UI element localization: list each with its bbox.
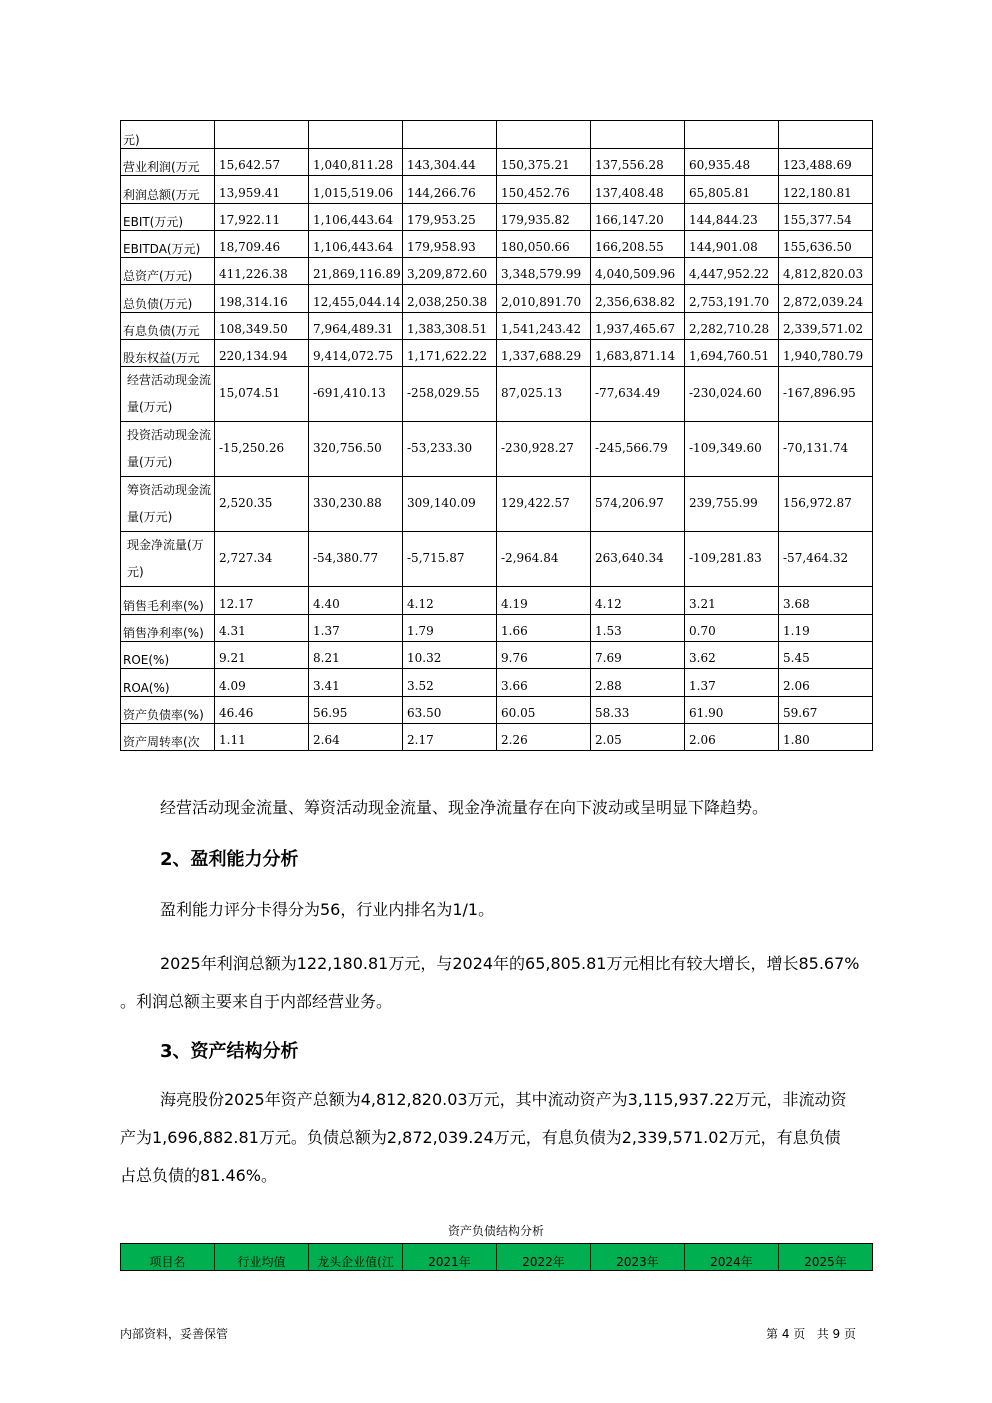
header-year-2023: 2023年: [591, 1244, 685, 1271]
table-cell: -109,349.60: [685, 422, 779, 477]
table-cell: 7,964,489.31: [309, 312, 403, 339]
table-cell: 3.21: [685, 587, 779, 614]
header-leader-value: 龙头企业值(江: [309, 1244, 403, 1271]
table-cell: 4.31: [215, 614, 309, 641]
table-cell: 2,282,710.28: [685, 312, 779, 339]
table-cell: 4.40: [309, 587, 403, 614]
table-cell: 4.12: [591, 587, 685, 614]
table-cell: 2.64: [309, 723, 403, 750]
row-label: ROE(%): [121, 641, 215, 668]
table-cell: 7.69: [591, 641, 685, 668]
table-row: [121, 149, 873, 176]
table-cell: 137,556.28: [591, 149, 685, 176]
table-cell: -77,634.49: [591, 367, 685, 422]
table-cell: -57,464.32: [779, 532, 873, 587]
table-cell: 122,180.81: [779, 176, 873, 203]
table-cell: 3.66: [497, 669, 591, 696]
table-cell: 156,972.87: [779, 477, 873, 532]
table-row: [121, 696, 873, 723]
structure-header-row: [121, 1244, 873, 1271]
table-cell: 61.90: [685, 696, 779, 723]
table-cell: 59.67: [779, 696, 873, 723]
table-cell: 1,337,688.29: [497, 340, 591, 367]
table-cell: [685, 121, 779, 149]
table-cell: 2,727.34: [215, 532, 309, 587]
table-cell: -245,566.79: [591, 422, 685, 477]
table-cell: 5.45: [779, 641, 873, 668]
table-cell: -54,380.77: [309, 532, 403, 587]
table-row: [121, 532, 873, 587]
table-cell: -230,024.60: [685, 367, 779, 422]
table-cell: 60,935.48: [685, 149, 779, 176]
table-cell: 123,488.69: [779, 149, 873, 176]
structure-table-caption: 资产负债结构分析: [447, 1224, 544, 1238]
table-cell: 63.50: [403, 696, 497, 723]
footer-page-number: 第 4 页 共 9 页: [766, 1327, 856, 1341]
row-label: 资产负债率(%): [121, 696, 215, 723]
header-year-2024: 2024年: [685, 1244, 779, 1271]
row-label: EBIT(万元): [121, 203, 215, 230]
table-cell: 2.26: [497, 723, 591, 750]
table-cell: -15,250.26: [215, 422, 309, 477]
table-row: [121, 203, 873, 230]
table-row: [121, 121, 873, 149]
table-cell: 65,805.81: [685, 176, 779, 203]
table-row: [121, 614, 873, 641]
table-cell: 1.79: [403, 614, 497, 641]
table-cell: 1,106,443.64: [309, 230, 403, 257]
table-cell: 3.68: [779, 587, 873, 614]
table-row: [121, 230, 873, 257]
section3-heading: 3、资产结构分析: [160, 1041, 299, 1062]
table-cell: 1,015,519.06: [309, 176, 403, 203]
table-cell: -53,233.30: [403, 422, 497, 477]
table-cell: 2,356,638.82: [591, 285, 685, 312]
table-cell: -230,928.27: [497, 422, 591, 477]
financial-table-body: [121, 121, 873, 751]
table-cell: [591, 121, 685, 149]
table-cell: 2,520.35: [215, 477, 309, 532]
table-cell: 2,010,891.70: [497, 285, 591, 312]
table-cell: 2.06: [685, 723, 779, 750]
section2-score-text: 盈利能力评分卡得分为56，行业内排名为1/1。: [160, 900, 495, 919]
table-row: [121, 422, 873, 477]
table-cell: 150,375.21: [497, 149, 591, 176]
header-item-name: 项目名: [121, 1244, 215, 1271]
financial-indicator-table: [120, 120, 873, 751]
table-cell: 4.09: [215, 669, 309, 696]
table-cell: 1.19: [779, 614, 873, 641]
header-year-2022: 2022年: [497, 1244, 591, 1271]
table-cell: 12.17: [215, 587, 309, 614]
section3-asset-line2: 产为1,696,882.81万元。负债总额为2,872,039.24万元，有息负债为2,339,571.02万元，有息负债: [120, 1128, 841, 1147]
row-label: 利润总额(万元: [121, 176, 215, 203]
row-label: 经营活动现金流量(万元): [121, 367, 215, 422]
table-cell: 179,935.82: [497, 203, 591, 230]
table-cell: 1,383,308.51: [403, 312, 497, 339]
table-cell: 4.19: [497, 587, 591, 614]
table-cell: 4.12: [403, 587, 497, 614]
table-cell: -167,896.95: [779, 367, 873, 422]
table-cell: 2,753,191.70: [685, 285, 779, 312]
table-row: [121, 669, 873, 696]
table-cell: 1,683,871.14: [591, 340, 685, 367]
table-cell: 2,038,250.38: [403, 285, 497, 312]
table-cell: 4,812,820.03: [779, 258, 873, 285]
row-label: 总资产(万元): [121, 258, 215, 285]
header-year-2025: 2025年: [779, 1244, 873, 1271]
table-cell: 15,074.51: [215, 367, 309, 422]
row-label: 股东权益(万元: [121, 340, 215, 367]
table-cell: 15,642.57: [215, 149, 309, 176]
table-cell: 143,304.44: [403, 149, 497, 176]
table-row: [121, 176, 873, 203]
table-cell: 144,901.08: [685, 230, 779, 257]
table-cell: [497, 121, 591, 149]
table-cell: 309,140.09: [403, 477, 497, 532]
table-cell: 179,953.25: [403, 203, 497, 230]
table-cell: -691,410.13: [309, 367, 403, 422]
table-cell: 18,709.46: [215, 230, 309, 257]
table-cell: 56.95: [309, 696, 403, 723]
table-cell: 155,636.50: [779, 230, 873, 257]
table-cell: 129,422.57: [497, 477, 591, 532]
table-cell: 330,230.88: [309, 477, 403, 532]
row-label: EBITDA(万元): [121, 230, 215, 257]
table-cell: 4,040,509.96: [591, 258, 685, 285]
section3-asset-line3: 占总负债的81.46%。: [120, 1166, 278, 1185]
table-row: [121, 285, 873, 312]
table-cell: 574,206.97: [591, 477, 685, 532]
row-label: 有息负债(万元: [121, 312, 215, 339]
table-cell: 1,040,811.28: [309, 149, 403, 176]
table-cell: 4,447,952.22: [685, 258, 779, 285]
table-cell: 3,209,872.60: [403, 258, 497, 285]
section2-profit-line2: 。利润总额主要来自于内部经营业务。: [120, 992, 393, 1011]
table-cell: 2,339,571.02: [779, 312, 873, 339]
table-cell: 2.88: [591, 669, 685, 696]
table-cell: -258,029.55: [403, 367, 497, 422]
table-cell: 9.21: [215, 641, 309, 668]
table-cell: 1,940,780.79: [779, 340, 873, 367]
row-label: 销售净利率(%): [121, 614, 215, 641]
table-cell: 17,922.11: [215, 203, 309, 230]
table-cell: 87,025.13: [497, 367, 591, 422]
table-cell: 1,171,622.22: [403, 340, 497, 367]
section2-profit-line1: 2025年利润总额为122,180.81万元，与2024年的65,805.81万元相比有较大增长，增长85.67%: [160, 954, 860, 973]
table-cell: -70,131.74: [779, 422, 873, 477]
row-label: 筹资活动现金流量(万元): [121, 477, 215, 532]
table-row: [121, 367, 873, 422]
table-cell: 9,414,072.75: [309, 340, 403, 367]
table-row: [121, 258, 873, 285]
section2-heading: 2、盈利能力分析: [160, 849, 299, 870]
table-cell: 180,050.66: [497, 230, 591, 257]
table-cell: -109,281.83: [685, 532, 779, 587]
section3-asset-line1: 海亮股份2025年资产总额为4,812,820.03万元，其中流动资产为3,115,937.22万元，非流动资: [160, 1090, 847, 1109]
table-cell: 1,937,465.67: [591, 312, 685, 339]
table-cell: [779, 121, 873, 149]
table-cell: 60.05: [497, 696, 591, 723]
table-row: [121, 340, 873, 367]
row-label: 营业利润(万元: [121, 149, 215, 176]
table-cell: 58.33: [591, 696, 685, 723]
table-cell: 108,349.50: [215, 312, 309, 339]
table-cell: 144,844.23: [685, 203, 779, 230]
table-cell: 2,872,039.24: [779, 285, 873, 312]
table-cell: 2.05: [591, 723, 685, 750]
table-cell: 220,134.94: [215, 340, 309, 367]
table-cell: -2,964.84: [497, 532, 591, 587]
table-cell: 3,348,579.99: [497, 258, 591, 285]
table-cell: 411,226.38: [215, 258, 309, 285]
row-label: ROA(%): [121, 669, 215, 696]
table-cell: 1.53: [591, 614, 685, 641]
row-label: 资产周转率(次: [121, 723, 215, 750]
table-cell: 155,377.54: [779, 203, 873, 230]
table-cell: [403, 121, 497, 149]
table-cell: 320,756.50: [309, 422, 403, 477]
table-cell: 198,314.16: [215, 285, 309, 312]
row-label: 总负债(万元): [121, 285, 215, 312]
asset-liability-structure-table: [120, 1243, 873, 1271]
table-cell: [309, 121, 403, 149]
table-cell: 1.80: [779, 723, 873, 750]
table-cell: 1.66: [497, 614, 591, 641]
table-row: [121, 312, 873, 339]
footer-confidential: 内部资料，妥善保管: [120, 1327, 229, 1341]
table-cell: 3.62: [685, 641, 779, 668]
table-cell: 1,106,443.64: [309, 203, 403, 230]
trend-note: 经营活动现金流量、筹资活动现金流量、现金净流量存在向下波动或呈明显下降趋势。: [160, 798, 769, 817]
table-cell: [215, 121, 309, 149]
table-cell: 46.46: [215, 696, 309, 723]
table-cell: 166,208.55: [591, 230, 685, 257]
table-cell: 1,694,760.51: [685, 340, 779, 367]
table-cell: 9.76: [497, 641, 591, 668]
table-row: [121, 641, 873, 668]
table-cell: 1.11: [215, 723, 309, 750]
table-cell: 21,869,116.89: [309, 258, 403, 285]
row-label: 现金净流量(万元): [121, 532, 215, 587]
table-cell: 150,452.76: [497, 176, 591, 203]
table-cell: 10.32: [403, 641, 497, 668]
table-cell: 8.21: [309, 641, 403, 668]
table-cell: 12,455,044.14: [309, 285, 403, 312]
table-cell: 1,541,243.42: [497, 312, 591, 339]
table-row: [121, 477, 873, 532]
row-label: 销售毛利率(%): [121, 587, 215, 614]
table-cell: 144,266.76: [403, 176, 497, 203]
table-cell: 239,755.99: [685, 477, 779, 532]
table-cell: 3.41: [309, 669, 403, 696]
header-industry-average: 行业均值: [215, 1244, 309, 1271]
table-cell: 2.06: [779, 669, 873, 696]
table-cell: 13,959.41: [215, 176, 309, 203]
table-row: [121, 587, 873, 614]
table-cell: 0.70: [685, 614, 779, 641]
table-cell: 137,408.48: [591, 176, 685, 203]
header-year-2021: 2021年: [403, 1244, 497, 1271]
table-cell: 179,958.93: [403, 230, 497, 257]
row-label: 投资活动现金流量(万元): [121, 422, 215, 477]
table-cell: -5,715.87: [403, 532, 497, 587]
table-cell: 263,640.34: [591, 532, 685, 587]
table-cell: 3.52: [403, 669, 497, 696]
table-cell: 166,147.20: [591, 203, 685, 230]
table-cell: 1.37: [685, 669, 779, 696]
row-label: 元): [121, 121, 215, 149]
table-row: [121, 723, 873, 750]
table-cell: 2.17: [403, 723, 497, 750]
table-cell: 1.37: [309, 614, 403, 641]
